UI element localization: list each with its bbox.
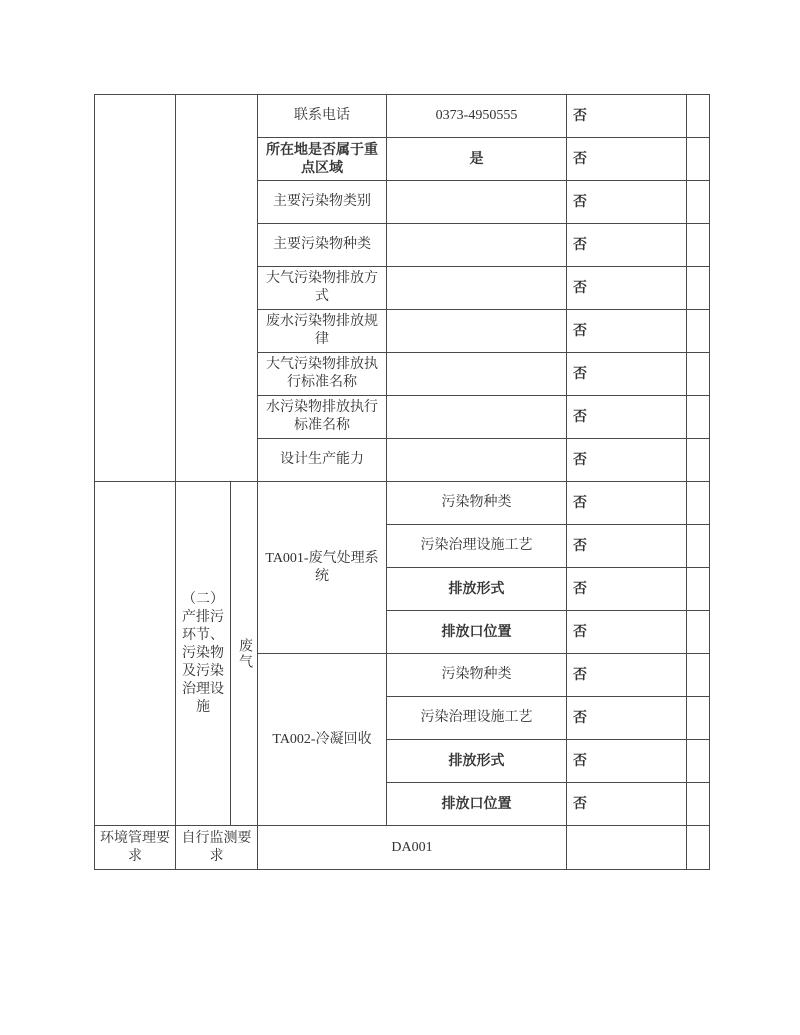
field-value: 0373-4950555: [387, 95, 567, 138]
flag-cell: 否: [567, 224, 687, 267]
empty-cell: [687, 525, 710, 568]
system-name: TA002-冷凝回收: [258, 654, 387, 826]
monitoring-label: 自行监测要求: [176, 826, 258, 870]
flag-cell: [567, 826, 687, 870]
item-label: 污染治理设施工艺: [387, 697, 567, 740]
flag-cell: 否: [567, 353, 687, 396]
field-label: 联系电话: [258, 95, 387, 138]
empty-cell: [687, 396, 710, 439]
empty-cell: [687, 138, 710, 181]
field-value: [387, 396, 567, 439]
empty-cell: [687, 95, 710, 138]
flag-cell: 否: [567, 267, 687, 310]
empty-cell: [687, 654, 710, 697]
empty-cell: [687, 353, 710, 396]
empty-cell: [687, 482, 710, 525]
empty-cell: [687, 826, 710, 870]
flag-cell: 否: [567, 525, 687, 568]
field-value: 是: [387, 138, 567, 181]
field-label: 主要污染物种类: [258, 224, 387, 267]
flag-cell: 否: [567, 697, 687, 740]
item-label: 排放口位置: [387, 783, 567, 826]
empty-cell: [687, 310, 710, 353]
system-name: TA001-废气处理系统: [258, 482, 387, 654]
field-value: [387, 439, 567, 482]
item-label: 污染治理设施工艺: [387, 525, 567, 568]
field-value: [387, 224, 567, 267]
item-label: 排放口位置: [387, 611, 567, 654]
empty-cell: [687, 783, 710, 826]
field-label: 主要污染物类别: [258, 181, 387, 224]
table-row: [95, 95, 710, 138]
field-value: [387, 181, 567, 224]
field-label: 水污染物排放执行标准名称: [258, 396, 387, 439]
empty-cell: [687, 611, 710, 654]
table-row: [95, 826, 710, 870]
flag-cell: 否: [567, 654, 687, 697]
field-label: 废水污染物排放规律: [258, 310, 387, 353]
item-label: 污染物种类: [387, 654, 567, 697]
document-table: [94, 94, 710, 870]
table-row: [95, 482, 710, 525]
category-label: 废气: [237, 637, 252, 670]
field-value: [387, 310, 567, 353]
field-label: 大气污染物排放方式: [258, 267, 387, 310]
flag-cell: 否: [567, 138, 687, 181]
empty-cell: [176, 95, 258, 482]
field-label: 设计生产能力: [258, 439, 387, 482]
monitoring-value: DA001: [258, 826, 567, 870]
empty-cell: [687, 697, 710, 740]
empty-cell: [95, 482, 176, 826]
flag-cell: 否: [567, 740, 687, 783]
section-label: （二）产排污环节、污染物及污染治理设施: [176, 482, 231, 826]
field-value: [387, 353, 567, 396]
empty-cell: [687, 740, 710, 783]
flag-cell: 否: [567, 783, 687, 826]
empty-cell: [687, 224, 710, 267]
flag-cell: 否: [567, 611, 687, 654]
field-label: 所在地是否属于重点区域: [258, 138, 387, 181]
flag-cell: 否: [567, 396, 687, 439]
empty-cell: [687, 267, 710, 310]
flag-cell: 否: [567, 439, 687, 482]
item-label: 污染物种类: [387, 482, 567, 525]
flag-cell: 否: [567, 482, 687, 525]
empty-cell: [687, 439, 710, 482]
empty-cell: [687, 181, 710, 224]
empty-cell: [687, 568, 710, 611]
item-label: 排放形式: [387, 568, 567, 611]
field-label: 大气污染物排放执行标准名称: [258, 353, 387, 396]
field-value: [387, 267, 567, 310]
flag-cell: 否: [567, 181, 687, 224]
category-cell: [231, 482, 258, 826]
flag-cell: 否: [567, 310, 687, 353]
empty-cell: [95, 95, 176, 482]
item-label: 排放形式: [387, 740, 567, 783]
flag-cell: 否: [567, 568, 687, 611]
flag-cell: 否: [567, 95, 687, 138]
env-mgmt-label: 环境管理要求: [95, 826, 176, 870]
